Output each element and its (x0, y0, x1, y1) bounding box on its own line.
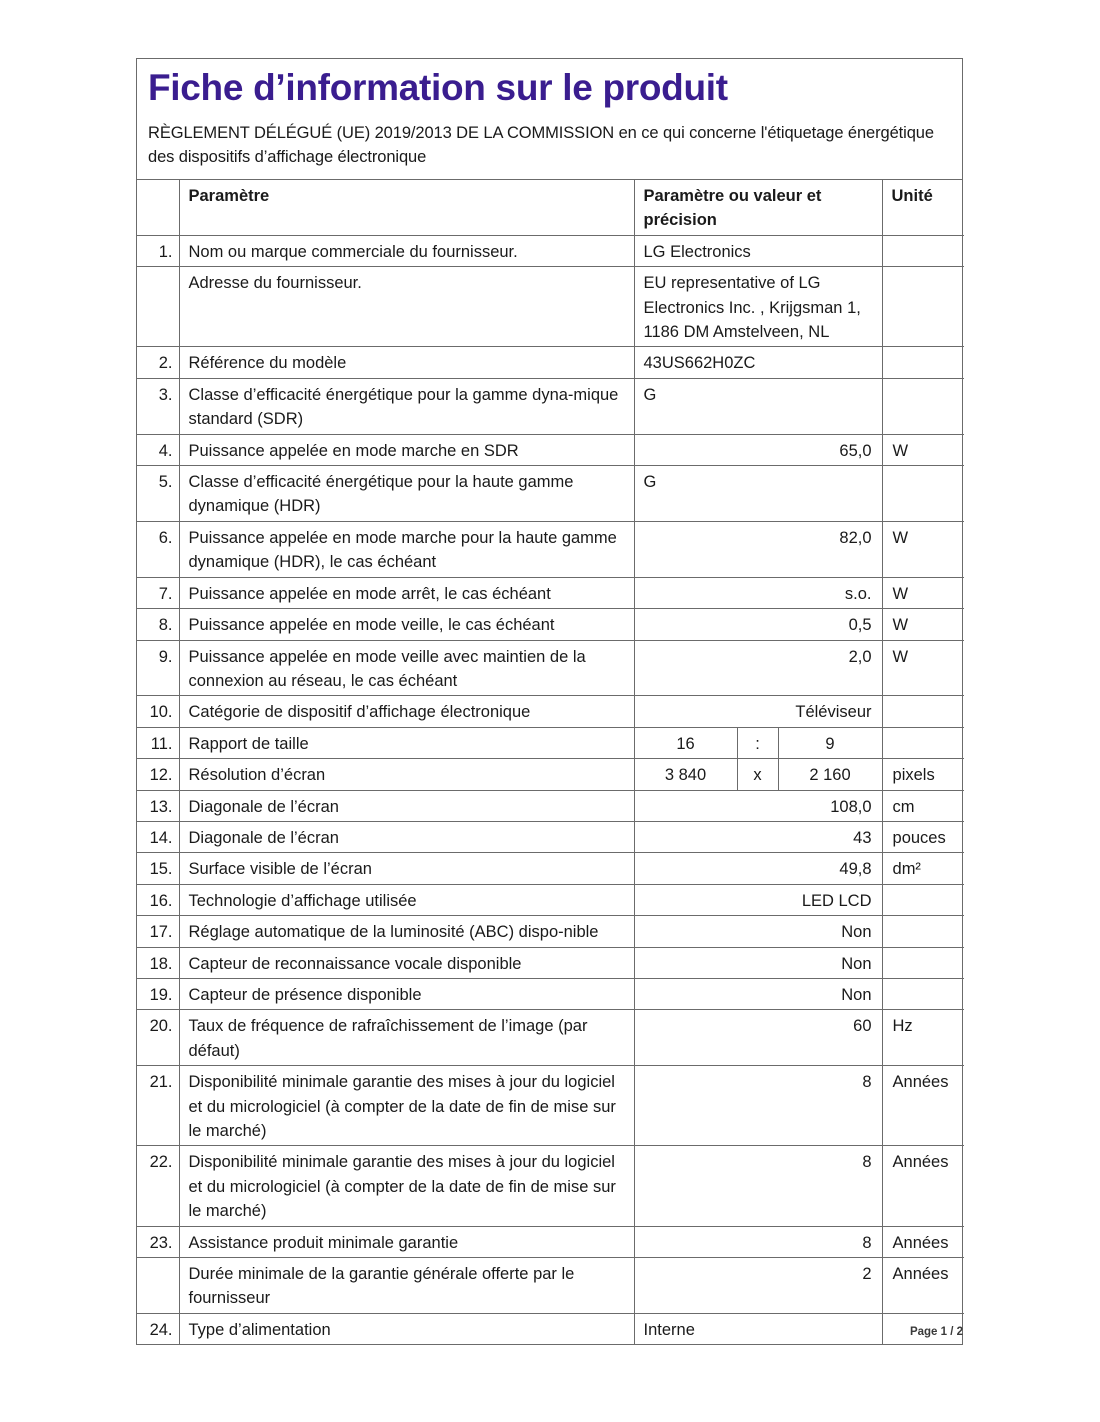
table-row (137, 1258, 964, 1314)
row-parameter: Diagonale de l’écran (179, 790, 634, 821)
table-row (137, 978, 964, 1009)
row-number: 15. (137, 853, 179, 884)
row-number (137, 1258, 179, 1314)
header-number (137, 180, 179, 235)
row-unit: W (882, 640, 964, 696)
row-parameter: Catégorie de dispositif d’affichage électronique (179, 696, 634, 727)
page-title: Fiche d’information sur le produit (148, 67, 728, 108)
row-parameter: Rapport de taille (179, 727, 634, 758)
row-parameter: Puissance appelée en mode arrêt, le cas échéant (179, 577, 634, 608)
row-number (137, 267, 179, 347)
row-value: 82,0 (634, 521, 882, 577)
row-parameter: Adresse du fournisseur. (179, 267, 634, 347)
row-value: Non (634, 978, 882, 1009)
row-unit: dm² (882, 853, 964, 884)
row-value: 60 (634, 1010, 882, 1066)
row-number: 19. (137, 978, 179, 1009)
row-parameter: Capteur de reconnaissance vocale disponible (179, 947, 634, 978)
row-unit: Années (882, 1146, 964, 1226)
row-value: EU representative of LG Electronics Inc. , Krijgsman 1, 1186 DM Amstelveen, NL (634, 267, 882, 347)
table-row (137, 759, 964, 790)
row-value: 108,0 (634, 790, 882, 821)
row-parameter: Résolution d’écran (179, 759, 634, 790)
table-row (137, 235, 964, 266)
row-value: Non (634, 947, 882, 978)
row-parameter: Puissance appelée en mode veille avec maintien de la connexion au réseau, le cas échéant (179, 640, 634, 696)
table-row (137, 696, 964, 727)
row-unit: Années (882, 1258, 964, 1314)
row-value-first: 3 840 (634, 759, 737, 790)
row-unit: Hz (882, 1010, 964, 1066)
table-row (137, 790, 964, 821)
row-unit (882, 884, 964, 915)
table-row (137, 640, 964, 696)
row-value: 49,8 (634, 853, 882, 884)
row-number: 12. (137, 759, 179, 790)
row-parameter: Classe d’efficacité énergétique pour la haute gamme dynamique (HDR) (179, 466, 634, 522)
row-number: 5. (137, 466, 179, 522)
row-parameter: Puissance appelée en mode marche en SDR (179, 434, 634, 465)
row-number: 10. (137, 696, 179, 727)
row-unit: W (882, 577, 964, 608)
row-value: 8 (634, 1066, 882, 1146)
table-row (137, 1146, 964, 1226)
row-value: 0,5 (634, 609, 882, 640)
row-parameter: Capteur de présence disponible (179, 978, 634, 1009)
table-row (137, 609, 964, 640)
row-unit: Années (882, 1066, 964, 1146)
table-row (137, 521, 964, 577)
row-value: G (634, 466, 882, 522)
header-unit: Unité (882, 180, 964, 235)
row-unit (882, 235, 964, 266)
table-row (137, 853, 964, 884)
row-value: Téléviseur (634, 696, 882, 727)
header-value: Paramètre ou valeur et précision (634, 180, 882, 235)
row-number: 7. (137, 577, 179, 608)
row-parameter: Référence du modèle (179, 347, 634, 378)
table-row (137, 1226, 964, 1257)
table-row (137, 434, 964, 465)
row-number: 1. (137, 235, 179, 266)
row-parameter: Puissance appelée en mode marche pour la haute gamme dynamique (HDR), le cas échéant (179, 521, 634, 577)
row-number: 17. (137, 916, 179, 947)
row-unit: W (882, 521, 964, 577)
row-parameter: Nom ou marque commerciale du fournisseur. (179, 235, 634, 266)
row-parameter: Diagonale de l’écran (179, 821, 634, 852)
row-number: 2. (137, 347, 179, 378)
row-unit: cm (882, 790, 964, 821)
row-parameter: Assistance produit minimale garantie (179, 1226, 634, 1257)
table-row (137, 916, 964, 947)
row-number: 14. (137, 821, 179, 852)
row-unit (882, 916, 964, 947)
row-unit: Années (882, 1226, 964, 1257)
row-number: 22. (137, 1146, 179, 1226)
row-number: 13. (137, 790, 179, 821)
row-number: 6. (137, 521, 179, 577)
row-unit: pixels (882, 759, 964, 790)
row-parameter: Taux de fréquence de rafraîchissement de l’image (par défaut) (179, 1010, 634, 1066)
sheet-header (137, 59, 962, 180)
row-value: Non (634, 916, 882, 947)
row-number: 8. (137, 609, 179, 640)
table-row (137, 466, 964, 522)
row-unit (882, 978, 964, 1009)
row-parameter: Classe d’efficacité énergétique pour la gamme dyna-mique standard (SDR) (179, 378, 634, 434)
row-parameter: Surface visible de l’écran (179, 853, 634, 884)
row-parameter: Type d’alimentation (179, 1313, 634, 1344)
row-value: 8 (634, 1146, 882, 1226)
row-unit (882, 378, 964, 434)
row-value: Interne (634, 1313, 882, 1344)
row-number: 11. (137, 727, 179, 758)
row-value-second: 9 (778, 727, 882, 758)
row-value: 43US662H0ZC (634, 347, 882, 378)
row-parameter: Réglage automatique de la luminosité (ABC) dispo-nible (179, 916, 634, 947)
row-number: 21. (137, 1066, 179, 1146)
table-row (137, 884, 964, 915)
row-unit (882, 696, 964, 727)
table-row (137, 1313, 964, 1344)
header-parameter: Paramètre (179, 180, 634, 235)
row-unit: W (882, 609, 964, 640)
row-value: 43 (634, 821, 882, 852)
row-number: 4. (137, 434, 179, 465)
row-value: LG Electronics (634, 235, 882, 266)
row-parameter: Technologie d’affichage utilisée (179, 884, 634, 915)
row-value: G (634, 378, 882, 434)
table-row (137, 1010, 964, 1066)
row-value-separator: : (737, 727, 778, 758)
table-row (137, 378, 964, 434)
row-unit (882, 466, 964, 522)
row-number: 3. (137, 378, 179, 434)
row-unit (882, 727, 964, 758)
regulation-subtitle: RÈGLEMENT DÉLÉGUÉ (UE) 2019/2013 DE LA COMMISSION en ce qui concerne l'étiquetage énergétique des dispositifs d’affichage électronique (148, 124, 934, 166)
table-row (137, 1066, 964, 1146)
parameters-table (137, 180, 964, 1344)
row-number: 20. (137, 1010, 179, 1066)
row-number: 24. (137, 1313, 179, 1344)
product-information-sheet (136, 58, 963, 1345)
table-row (137, 821, 964, 852)
row-unit (882, 347, 964, 378)
row-parameter: Disponibilité minimale garantie des mises à jour du logiciel et du micrologiciel (à compter de la date de fin de mise sur le marché) (179, 1146, 634, 1226)
row-value-second: 2 160 (778, 759, 882, 790)
table-row (137, 347, 964, 378)
row-parameter: Puissance appelée en mode veille, le cas échéant (179, 609, 634, 640)
table-row (137, 577, 964, 608)
row-unit: pouces (882, 821, 964, 852)
row-value-first: 16 (634, 727, 737, 758)
page-number: Page 1 / 2 (909, 1326, 963, 1338)
row-value: 2,0 (634, 640, 882, 696)
table-header-row (137, 180, 964, 235)
row-parameter: Durée minimale de la garantie générale offerte par le fournisseur (179, 1258, 634, 1314)
row-unit (882, 267, 964, 347)
row-unit (882, 947, 964, 978)
row-value: 65,0 (634, 434, 882, 465)
row-unit: W (882, 434, 964, 465)
row-parameter: Disponibilité minimale garantie des mises à jour du logiciel et du micrologiciel (à compter de la date de fin de mise sur le marché) (179, 1066, 634, 1146)
row-value: s.o. (634, 577, 882, 608)
table-row (137, 267, 964, 347)
row-number: 9. (137, 640, 179, 696)
table-row (137, 727, 964, 758)
row-value-separator: x (737, 759, 778, 790)
table-row (137, 947, 964, 978)
row-value: 8 (634, 1226, 882, 1257)
row-number: 23. (137, 1226, 179, 1257)
row-number: 18. (137, 947, 179, 978)
row-number: 16. (137, 884, 179, 915)
row-value: LED LCD (634, 884, 882, 915)
row-value: 2 (634, 1258, 882, 1314)
